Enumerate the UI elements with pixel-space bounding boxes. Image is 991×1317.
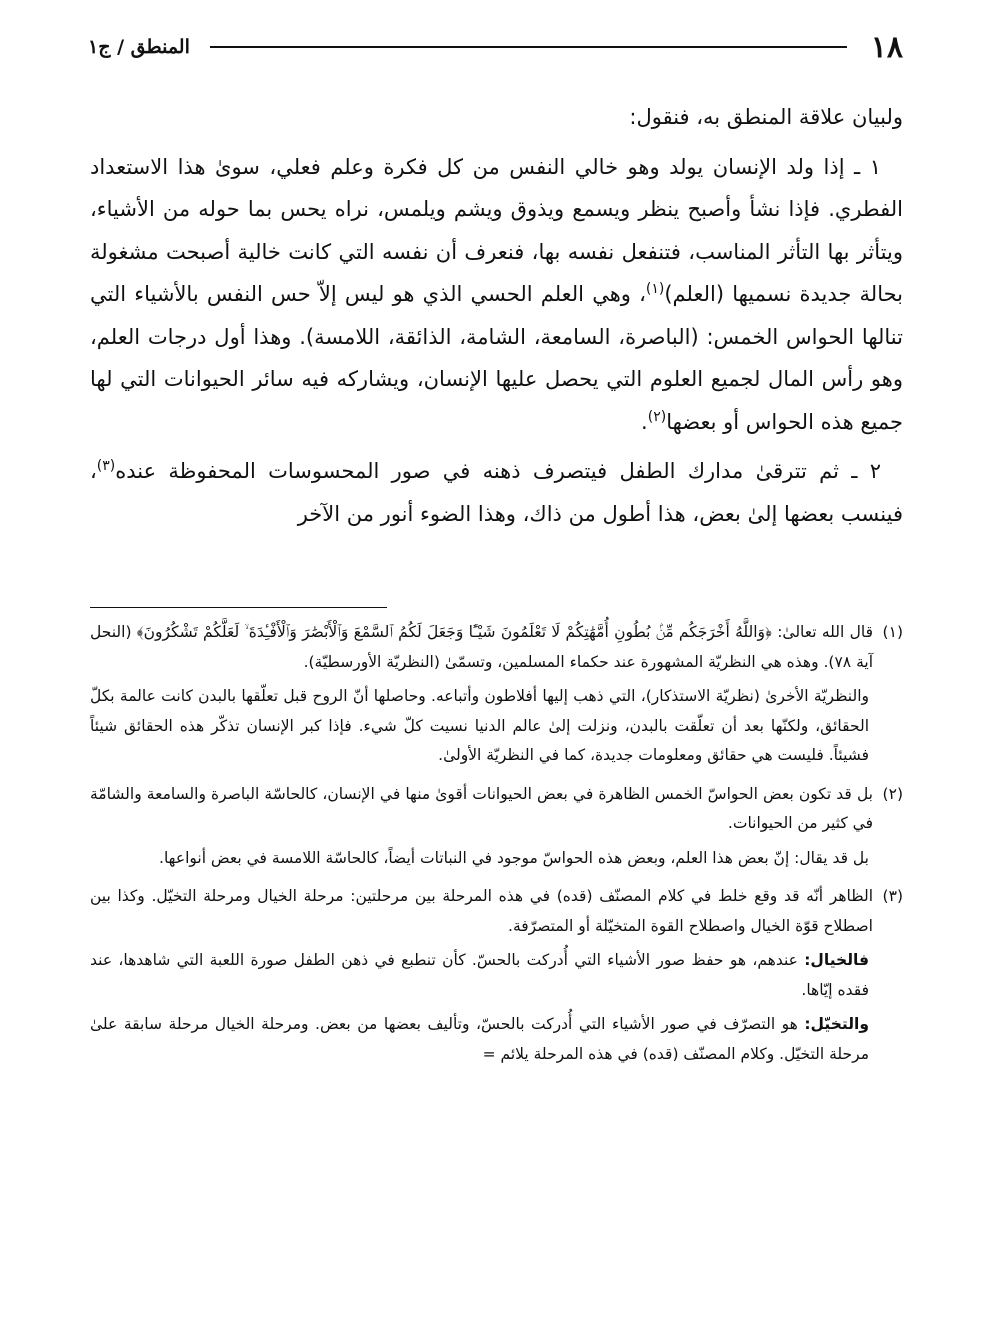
footnote-ref-1: (١)	[645, 281, 665, 297]
footnote-2	[90, 780, 903, 879]
footnote-separator	[90, 607, 387, 608]
header-rule	[210, 46, 847, 48]
running-header	[88, 30, 903, 64]
footnote-paragraph: بل قد تكون بعض الحواسّ الخمس الظاهرة في بعض الحيوانات أقوىٰ منها في الإنسان، كالحاسّة الباصرة والسامعة والشامّة في كثير من الحيوانات.	[90, 784, 873, 832]
paragraph-1: ١ ـ إذا ولد الإنسان يولد وهو خالي النفس من كل فكرة وعلم فعلي، سوىٰ هذا الاستعداد الفطري. فإذا نشأ وأصبح ينظر ويسمع ويذوق ويشم ويلمس، نراه يحس بما حوله من الأشياء، ويتأثر بها التأثر المناسب، فتنفعل نفسه بها، فنعرف أن نفسه التي كانت خالية أصبحت مشغولة بحالة جديدة نسميها (العلم)$^{(١)}$، وهي العلم الحسي الذي هو ليس إلاّ حس النفس بالأشياء التي تنالها الحواس الخمس: (الباصرة، السامعة، الشامة، الذائقة، اللامسة). وهذا أول درجات العلم، وهو رأس المال لجميع العلوم التي يحصل عليها الإنسان، ويشاركه فيه سائر الحيوانات التي لها جميع هذه الحواس أو بعضها$^{(٢)}$.	[90, 154, 904, 434]
page-number: ١٨	[870, 29, 903, 65]
footnote-number: (٢)	[882, 784, 903, 803]
book-title: المنطق / ج١	[88, 36, 190, 58]
footnote-paragraph: الظاهر أنّه قد وقع خلط في كلام المصنّف (قده) في هذه المرحلة بين مرحلتين: مرحلة الخيال ومرحلة التخيّل. وكذا بين اصطلاح قوّة الخيال واصطلاح القوة المتخيّلة أو المتصرّفة.	[90, 887, 873, 935]
footnote-paragraph: قال الله تعالىٰ: ﴿وَاللَّهُ أَخْرَجَكُم مِّنۢ بُطُونِ أُمَّهَٰتِكُمْ لَا تَعْلَمُونَ شَيْـًٔا وَجَعَلَ لَكُمُ ٱلسَّمْعَ وَٱلْأَبْصَٰرَ وَٱلْأَفْـِٔدَةَ ۙ لَعَلَّكُمْ تَشْكُرُونَ﴾ (النحل آية ٧٨). وهذه هي النظريّة المشهورة عند حكماء المسلمين، وتسمّىٰ (النظريّة الأورسطيّة).	[90, 623, 873, 671]
footnote-number: (١)	[882, 623, 903, 641]
intro-line: ولبيان علاقة المنطق به، فنقول:	[629, 105, 903, 129]
footnote-ref-3: (٣)	[96, 458, 116, 474]
footnote-paragraph: بل قد يقال: إنّ بعض هذا العلم، وبعض هذه الحواسّ موجود في النباتات أيضاً، كالحاسّة اللامسة في بعض أنواعها.	[159, 848, 869, 867]
footnote-number: (٣)	[882, 887, 903, 905]
footnote-paragraph: فالخيال: عندهم، هو حفظ صور الأشياء التي أُدركت بالحسّ. كأن تنطبع في ذهن الطفل صورة اللعبة التي شاهدها، عند فقده إيّاها.	[90, 951, 869, 999]
paragraph-2: ٢ ـ ثم تترقىٰ مدارك الطفل فيتصرف ذهنه في صور المحسوسات المحفوظة عنده$^{(٣)}$، فينسب بعضها إلىٰ بعض، هذا أطول من ذاك، وهذا الضوء أنور من الآخر	[90, 458, 903, 526]
main-text	[90, 96, 903, 542]
footnote-paragraph: والنظريّة الأخرىٰ (نظريّة الاستذكار)، التي ذهب إليها أفلاطون وأتباعه. وحاصلها أنّ الروح قبل تعلّقها بالبدن كانت عالمة بكلّ الحقائق، ولكنّها بعد أن تعلّقت بالبدن، ونزلت إلىٰ عالم الدنيا نسيت كلّ شيء. فإذا كبر الإنسان تذكّر هذه الحقائق شيئاً فشيئاً. فليست هي حقائق ومعلومات جديدة، كما في النظريّة الأولىٰ.	[90, 687, 869, 764]
footnote-paragraph: والتخيّل: هو التصرّف في صور الأشياء التي أُدركت بالحسّ، وتأليف بعضها من بعض. ومرحلة الخيال مرحلة سابقة علىٰ مرحلة التخيّل. وكلام المصنّف (قده) في هذه المرحلة يلائم =	[90, 1015, 869, 1063]
footnote-3	[90, 882, 903, 1074]
footnote-ref-2: (٢)	[647, 408, 667, 425]
footnote-1	[90, 618, 903, 776]
footnotes	[90, 618, 903, 1078]
